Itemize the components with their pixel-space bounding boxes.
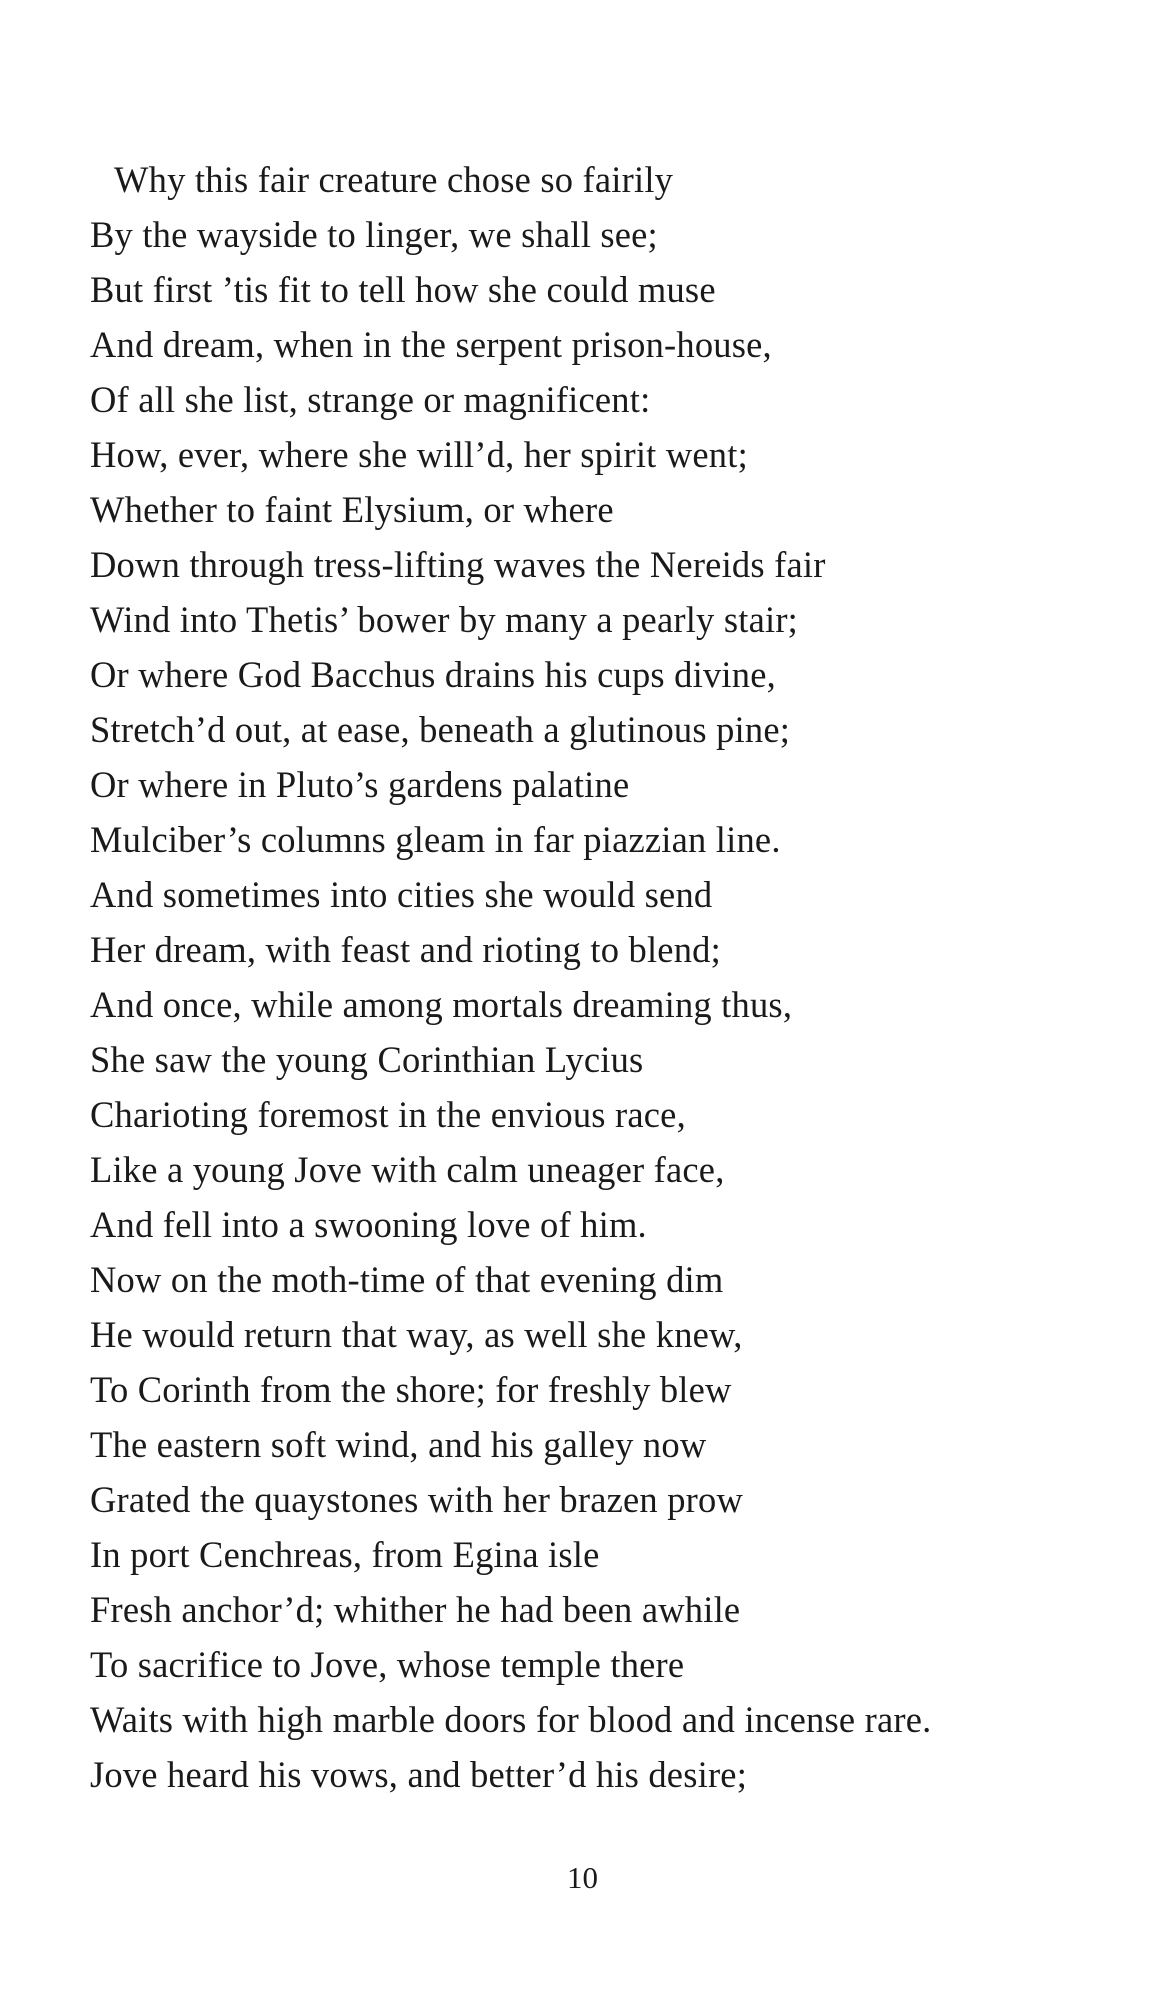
- poem-line: Now on the moth-time of that evening dim: [90, 1259, 724, 1300]
- poem-line: Like a young Jove with calm uneager face,: [90, 1149, 725, 1190]
- poem-line: Or where God Bacchus drains his cups divine,: [90, 654, 776, 695]
- poem-line: Why this fair creature chose so fairily: [114, 159, 674, 200]
- poem-line: Fresh anchor’d; whither he had been awhile: [90, 1589, 741, 1630]
- poem-line: To Corinth from the shore; for freshly blew: [90, 1369, 732, 1410]
- poem-line: Her dream, with feast and rioting to blend;: [90, 929, 721, 970]
- poem-line: Whether to faint Elysium, or where: [90, 489, 614, 530]
- poem-line: Charioting foremost in the envious race,: [90, 1094, 686, 1135]
- poem-line: Of all she list, strange or magnificent:: [90, 379, 651, 420]
- poem-line: Or where in Pluto’s gardens palatine: [90, 764, 630, 805]
- poem-line: He would return that way, as well she knew,: [90, 1314, 743, 1355]
- poem-line: Mulciber’s columns gleam in far piazzian line.: [90, 819, 781, 860]
- poem-line: Waits with high marble doors for blood and incense rare.: [90, 1699, 932, 1740]
- poem-line: And sometimes into cities she would send: [90, 874, 713, 915]
- poem-line: Jove heard his vows, and better’d his desire;: [90, 1754, 748, 1795]
- poem-line: And dream, when in the serpent prison-house,: [90, 324, 772, 365]
- poem-stanza: [90, 152, 1090, 1802]
- poem-line: Grated the quaystones with her brazen prow: [90, 1479, 744, 1520]
- poem-line: Wind into Thetis’ bower by many a pearly stair;: [90, 599, 799, 640]
- poem-line: But first ’tis fit to tell how she could muse: [90, 269, 716, 310]
- poem-line: Stretch’d out, at ease, beneath a glutinous pine;: [90, 709, 791, 750]
- poem-line: How, ever, where she will’d, her spirit went;: [90, 434, 748, 475]
- poem-line: By the wayside to linger, we shall see;: [90, 214, 658, 255]
- poem-line: Down through tress-lifting waves the Nereids fair: [90, 544, 826, 585]
- poem-line: She saw the young Corinthian Lycius: [90, 1039, 644, 1080]
- poem-line: And fell into a swooning love of him.: [90, 1204, 647, 1245]
- page-number: 10: [567, 1860, 598, 1895]
- poem-line: In port Cenchreas, from Egina isle: [90, 1534, 600, 1575]
- poem-line: To sacrifice to Jove, whose temple there: [90, 1644, 685, 1685]
- poem-line: The eastern soft wind, and his galley now: [90, 1424, 707, 1465]
- poem-line: And once, while among mortals dreaming thus,: [90, 984, 793, 1025]
